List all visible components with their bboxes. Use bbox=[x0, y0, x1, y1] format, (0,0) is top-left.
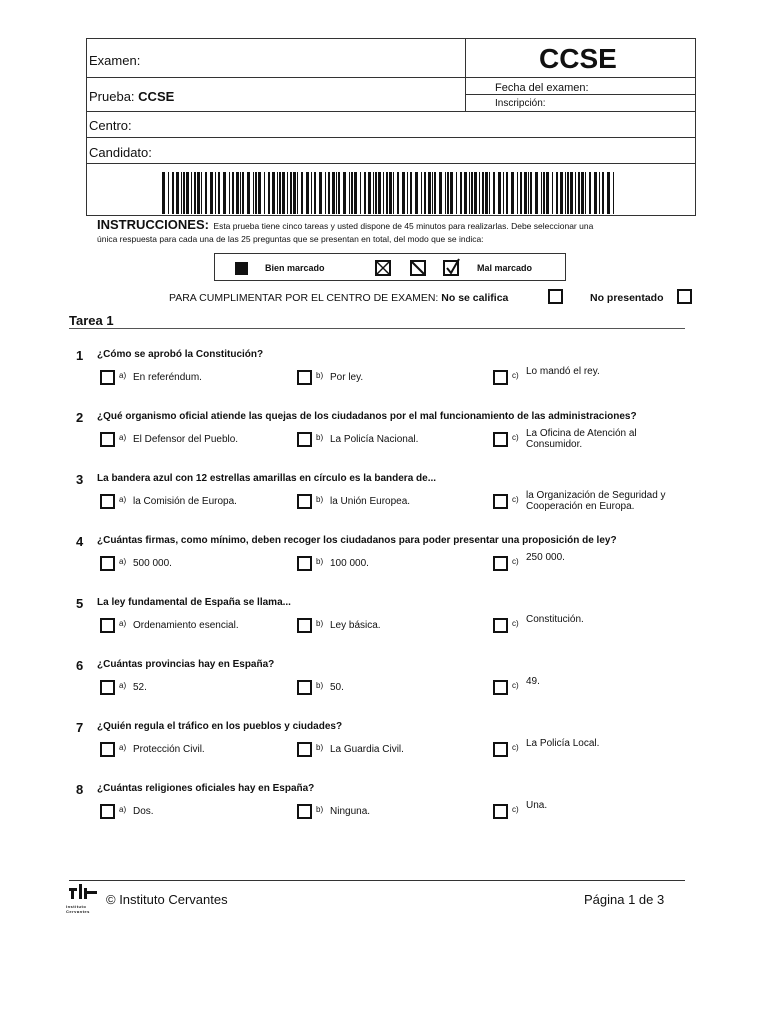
barcode-bar bbox=[242, 172, 244, 214]
instructions bbox=[97, 219, 687, 245]
option-text: El Defensor del Pueblo. bbox=[133, 434, 239, 445]
answer-checkbox[interactable] bbox=[297, 804, 312, 819]
barcode-bar bbox=[503, 172, 504, 214]
marking-legend bbox=[214, 253, 566, 281]
barcode-bar bbox=[279, 172, 281, 214]
barcode-bar bbox=[556, 172, 558, 214]
barcode-bar bbox=[498, 172, 501, 214]
barcode-bar bbox=[218, 172, 220, 214]
instructions-text-2: única respuesta para cada una de las 25 preguntas que se presentan en total, del modo que se indica: bbox=[97, 234, 484, 244]
barcode-bar bbox=[314, 172, 316, 214]
option-letter: b) bbox=[316, 557, 324, 566]
exam-title: CCSE bbox=[539, 43, 617, 74]
barcode-bar bbox=[469, 172, 470, 214]
option-text: Ordenamiento esencial. bbox=[133, 620, 239, 631]
barcode-bar bbox=[181, 172, 182, 214]
option-text: Una. bbox=[526, 800, 548, 811]
barcode-bar bbox=[364, 172, 366, 214]
answer-checkbox[interactable] bbox=[297, 494, 312, 509]
barcode-bar bbox=[297, 172, 298, 214]
option-letter: a) bbox=[119, 557, 127, 566]
barcode-bar bbox=[613, 172, 614, 214]
option-letter: a) bbox=[119, 743, 127, 752]
tarea-title: Tarea 1 bbox=[69, 313, 114, 328]
question-number: 3 bbox=[76, 472, 84, 487]
barcode-bar bbox=[223, 172, 226, 214]
barcode-bar bbox=[493, 172, 495, 214]
option-letter: c) bbox=[512, 805, 519, 814]
barcode-bar bbox=[479, 172, 480, 214]
footer-copyright: © Instituto Cervantes bbox=[106, 892, 228, 907]
barcode-bar bbox=[474, 172, 477, 214]
question-number: 1 bbox=[76, 348, 84, 363]
barcode-bar bbox=[471, 172, 473, 214]
barcode-bar bbox=[393, 172, 394, 214]
candidato-label: Candidato: bbox=[89, 145, 152, 160]
option-text: Constitución. bbox=[526, 614, 584, 625]
option-text: Lo mandó el rey. bbox=[526, 366, 600, 377]
barcode-bar bbox=[210, 172, 213, 214]
barcode-bar bbox=[301, 172, 303, 214]
barcode-bar bbox=[176, 172, 179, 214]
barcode-bar bbox=[240, 172, 241, 214]
answer-checkbox[interactable] bbox=[297, 370, 312, 385]
barcode-bar bbox=[272, 172, 275, 214]
barcode-bar bbox=[407, 172, 408, 214]
barcode-bar bbox=[205, 172, 207, 214]
option-letter: b) bbox=[316, 433, 324, 442]
barcode-bar bbox=[247, 172, 250, 214]
option-letter: a) bbox=[119, 433, 127, 442]
no-presentado-checkbox[interactable] bbox=[677, 289, 692, 304]
option-text: la Comisión de Europa. bbox=[133, 496, 237, 507]
option-text: Ley básica. bbox=[330, 620, 381, 631]
option-letter: b) bbox=[316, 371, 324, 380]
barcode-bar bbox=[343, 172, 346, 214]
barcode-bar bbox=[319, 172, 322, 214]
barcode-bar bbox=[172, 172, 174, 214]
instructions-text-1: Esta prueba tiene cinco tareas y usted dispone de 45 minutos para realizarlas. Debe seleccionar una bbox=[213, 221, 594, 231]
answer-checkbox[interactable] bbox=[297, 556, 312, 571]
fecha-label: Fecha del examen: bbox=[495, 82, 589, 94]
answer-checkbox[interactable] bbox=[100, 742, 115, 757]
barcode-bar bbox=[541, 172, 542, 214]
question-number: 6 bbox=[76, 658, 84, 673]
barcode-bar bbox=[311, 172, 312, 214]
option-text: Ninguna. bbox=[330, 806, 371, 817]
instructions-heading: INSTRUCCIONES: bbox=[97, 217, 209, 232]
barcode-bar bbox=[293, 172, 296, 214]
barcode-bar bbox=[378, 172, 381, 214]
barcode-bar bbox=[290, 172, 292, 214]
question-number: 4 bbox=[76, 534, 84, 549]
barcode-bar bbox=[186, 172, 189, 214]
option-letter: b) bbox=[316, 805, 324, 814]
option-letter: b) bbox=[316, 495, 324, 504]
option-text: Protección Civil. bbox=[133, 744, 205, 755]
answer-checkbox[interactable] bbox=[493, 432, 508, 447]
barcode-bar bbox=[432, 172, 433, 214]
barcode-bar bbox=[589, 172, 591, 214]
barcode-bar bbox=[482, 172, 484, 214]
barcode-bar bbox=[535, 172, 538, 214]
barcode-bar bbox=[191, 172, 192, 214]
option-letter: b) bbox=[316, 619, 324, 628]
option-letter: c) bbox=[512, 681, 519, 690]
barcode-bar bbox=[581, 172, 584, 214]
barcode-bar bbox=[460, 172, 462, 214]
question-text: La ley fundamental de España se llama... bbox=[97, 597, 291, 608]
barcode-bar bbox=[511, 172, 514, 214]
barcode-bar bbox=[415, 172, 418, 214]
cervantes-logo-icon bbox=[67, 884, 101, 906]
answer-checkbox[interactable] bbox=[100, 494, 115, 509]
question-text: ¿Qué organismo oficial atiende las quejas de los ciudadanos por el mal funcionamiento de las administraciones? bbox=[97, 411, 637, 422]
barcode-bar bbox=[543, 172, 545, 214]
barcode-bar bbox=[578, 172, 580, 214]
no-califica-checkbox[interactable] bbox=[548, 289, 563, 304]
barcode-bar bbox=[570, 172, 573, 214]
barcode-bar bbox=[306, 172, 309, 214]
option-text: 49. bbox=[526, 676, 540, 687]
barcode-bar bbox=[585, 172, 586, 214]
barcode-bar bbox=[397, 172, 399, 214]
barcode-bar bbox=[546, 172, 549, 214]
answer-checkbox[interactable] bbox=[493, 680, 508, 695]
barcode-bar bbox=[506, 172, 508, 214]
option-text: Dos. bbox=[133, 806, 154, 817]
barcode-bar bbox=[607, 172, 610, 214]
option-text: 500 000. bbox=[133, 558, 172, 569]
crossed-box-icon bbox=[375, 260, 391, 276]
centro-label: Centro: bbox=[89, 118, 132, 133]
option-letter: a) bbox=[119, 805, 127, 814]
barcode-bar bbox=[434, 172, 436, 214]
mal-marcado-label: Mal marcado bbox=[477, 263, 533, 273]
option-text: 100 000. bbox=[330, 558, 369, 569]
question-number: 5 bbox=[76, 596, 84, 611]
barcode-bar bbox=[602, 172, 604, 214]
barcode-bar bbox=[264, 172, 265, 214]
answer-checkbox[interactable] bbox=[493, 370, 508, 385]
barcode-bar bbox=[552, 172, 553, 214]
centro-examen-row bbox=[169, 292, 508, 304]
barcode-bar bbox=[428, 172, 431, 214]
option-text: La Guardia Civil. bbox=[330, 744, 404, 755]
option-letter: c) bbox=[512, 433, 519, 442]
option-letter: c) bbox=[512, 371, 519, 380]
option-letter: b) bbox=[316, 681, 324, 690]
question-number: 8 bbox=[76, 782, 84, 797]
barcode-bar bbox=[383, 172, 384, 214]
barcode-bar bbox=[445, 172, 446, 214]
answer-checkbox[interactable] bbox=[100, 556, 115, 571]
barcode-bar bbox=[282, 172, 285, 214]
option-letter: a) bbox=[119, 495, 127, 504]
option-text: La Policía Local. bbox=[526, 738, 600, 749]
barcode-bar bbox=[389, 172, 392, 214]
barcode-bar bbox=[215, 172, 216, 214]
prueba-label: Prueba: CCSE bbox=[89, 89, 175, 104]
barcode-bar bbox=[328, 172, 330, 214]
barcode-bar bbox=[183, 172, 185, 214]
answer-checkbox[interactable] bbox=[493, 804, 508, 819]
barcode-bar bbox=[194, 172, 196, 214]
option-text: Por ley. bbox=[330, 372, 364, 383]
answer-checkbox[interactable] bbox=[493, 618, 508, 633]
barcode-bar bbox=[447, 172, 449, 214]
question-text: ¿Cuántas provincias hay en España? bbox=[97, 659, 275, 670]
option-letter: a) bbox=[119, 681, 127, 690]
question-number: 7 bbox=[76, 720, 84, 735]
answer-checkbox[interactable] bbox=[100, 804, 115, 819]
no-presentado-label: No presentado bbox=[590, 292, 664, 304]
barcode-bar bbox=[373, 172, 374, 214]
barcode-bar bbox=[360, 172, 361, 214]
barcode-bar bbox=[332, 172, 335, 214]
barcode-bar bbox=[336, 172, 337, 214]
answer-checkbox[interactable] bbox=[493, 742, 508, 757]
barcode-bar bbox=[528, 172, 529, 214]
no-califica-label: No se califica bbox=[441, 292, 509, 304]
barcode-bar bbox=[517, 172, 518, 214]
barcode-bar bbox=[354, 172, 357, 214]
footer-divider bbox=[69, 880, 685, 881]
barcode-bar bbox=[520, 172, 522, 214]
barcode-bar bbox=[201, 172, 202, 214]
barcode-bar bbox=[439, 172, 442, 214]
barcode bbox=[162, 172, 618, 214]
option-letter: c) bbox=[512, 557, 519, 566]
tarea-divider bbox=[69, 328, 685, 329]
barcode-bar bbox=[168, 172, 169, 214]
barcode-bar bbox=[410, 172, 412, 214]
footer-page-number: Página 1 de 3 bbox=[584, 892, 665, 907]
checked-box-icon bbox=[443, 258, 461, 276]
answer-checkbox[interactable] bbox=[100, 370, 115, 385]
barcode-bar bbox=[229, 172, 230, 214]
barcode-bar bbox=[524, 172, 527, 214]
barcode-bar bbox=[565, 172, 566, 214]
barcode-bar bbox=[338, 172, 340, 214]
barcode-bar bbox=[464, 172, 467, 214]
question-text: ¿Cuántas firmas, como mínimo, deben recoger los ciudadanos para poder presentar una proposición de ley? bbox=[97, 535, 617, 546]
barcode-bar bbox=[421, 172, 422, 214]
answer-checkbox[interactable] bbox=[297, 432, 312, 447]
answer-checkbox[interactable] bbox=[297, 680, 312, 695]
barcode-bar bbox=[232, 172, 234, 214]
barcode-bar bbox=[325, 172, 326, 214]
barcode-bar bbox=[386, 172, 388, 214]
answer-checkbox[interactable] bbox=[493, 556, 508, 571]
option-text: 250 000. bbox=[526, 552, 565, 563]
barcode-bar bbox=[567, 172, 569, 214]
option-letter: a) bbox=[119, 619, 127, 628]
option-text: la Organización de Seguridad y Cooperación en Europa. bbox=[526, 490, 666, 512]
option-letter: a) bbox=[119, 371, 127, 380]
barcode-bar bbox=[375, 172, 377, 214]
option-letter: c) bbox=[512, 495, 519, 504]
barcode-bar bbox=[424, 172, 426, 214]
barcode-bar bbox=[277, 172, 278, 214]
barcode-bar bbox=[162, 172, 165, 214]
answer-checkbox[interactable] bbox=[297, 742, 312, 757]
barcode-bar bbox=[599, 172, 600, 214]
barcode-bar bbox=[236, 172, 239, 214]
answer-checkbox[interactable] bbox=[100, 432, 115, 447]
answer-checkbox[interactable] bbox=[493, 494, 508, 509]
barcode-bar bbox=[197, 172, 200, 214]
barcode-bar bbox=[349, 172, 350, 214]
barcode-bar bbox=[450, 172, 453, 214]
question-text: La bandera azul con 12 estrellas amarillas en círculo es la bandera de... bbox=[97, 473, 437, 484]
barcode-bar bbox=[530, 172, 532, 214]
barcode-bar bbox=[253, 172, 254, 214]
question-text: ¿Cómo se aprobó la Constitución? bbox=[97, 349, 264, 360]
barcode-bar bbox=[258, 172, 261, 214]
barcode-bar bbox=[560, 172, 563, 214]
bien-marcado-label: Bien marcado bbox=[265, 263, 325, 273]
examen-label: Examen: bbox=[89, 53, 141, 68]
question-number: 2 bbox=[76, 410, 84, 425]
option-letter: b) bbox=[316, 743, 324, 752]
barcode-bar bbox=[255, 172, 257, 214]
filled-square-icon bbox=[235, 262, 248, 275]
option-text: 52. bbox=[133, 682, 147, 693]
barcode-bar bbox=[456, 172, 457, 214]
barcode-bar bbox=[594, 172, 597, 214]
option-text: 50. bbox=[330, 682, 344, 693]
cervantes-logo-text: Instituto Cervantes bbox=[66, 904, 90, 914]
answer-checkbox[interactable] bbox=[100, 680, 115, 695]
barcode-bar bbox=[489, 172, 490, 214]
barcode-bar bbox=[575, 172, 576, 214]
option-text: La Policía Nacional. bbox=[330, 434, 419, 445]
barcode-bar bbox=[368, 172, 371, 214]
slashed-box-icon bbox=[410, 260, 426, 276]
answer-checkbox[interactable] bbox=[297, 618, 312, 633]
option-text: la Unión Europea. bbox=[330, 496, 411, 507]
question-text: ¿Quién regula el tráfico en los pueblos y ciudades? bbox=[97, 721, 343, 732]
inscripcion-label: Inscripción: bbox=[495, 98, 546, 109]
option-text: La Oficina de Atención al Consumidor. bbox=[526, 428, 637, 450]
barcode-bar bbox=[351, 172, 353, 214]
question-text: ¿Cuántas religiones oficiales hay en España? bbox=[97, 783, 315, 794]
barcode-bar bbox=[485, 172, 488, 214]
barcode-bar bbox=[268, 172, 270, 214]
option-text: En referéndum. bbox=[133, 372, 202, 383]
option-letter: c) bbox=[512, 619, 519, 628]
barcode-bar bbox=[402, 172, 405, 214]
answer-checkbox[interactable] bbox=[100, 618, 115, 633]
centro-examen-text: PARA CUMPLIMENTAR POR EL CENTRO DE EXAMEN: bbox=[169, 292, 439, 304]
barcode-bar bbox=[287, 172, 288, 214]
option-letter: c) bbox=[512, 743, 519, 752]
